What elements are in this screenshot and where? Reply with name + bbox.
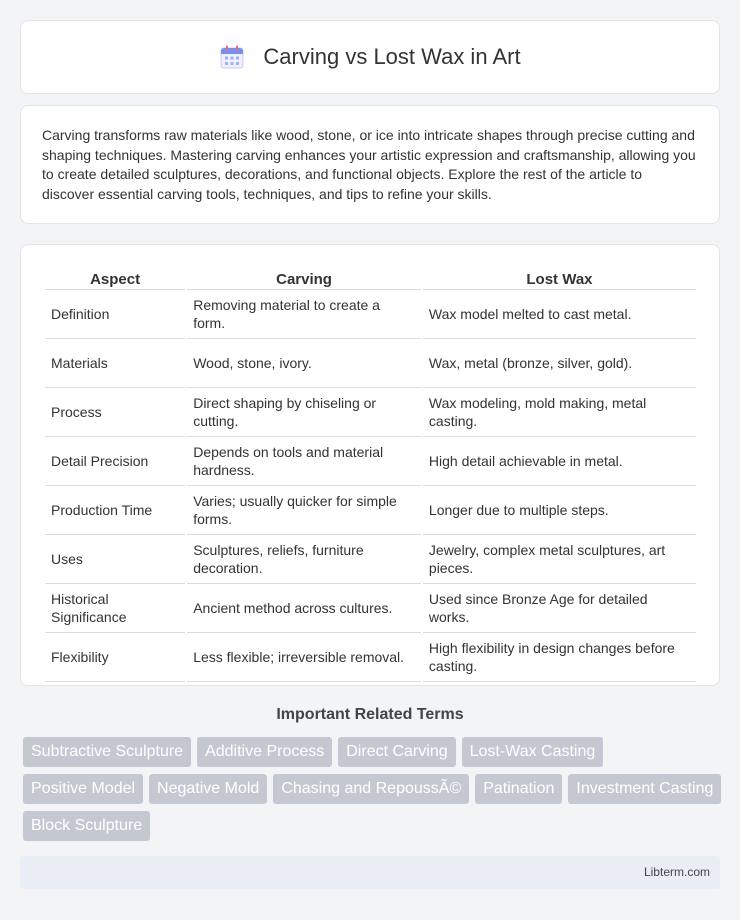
term-tag[interactable]: Investment Casting (568, 774, 721, 804)
row-lost-wax: High detail achievable in metal. (423, 437, 696, 486)
table-header-row (45, 263, 696, 290)
calendar-icon (219, 44, 245, 70)
row-carving: Wood, stone, ivory. (187, 339, 421, 388)
title-wrap (219, 44, 520, 70)
row-aspect: Definition (45, 290, 185, 339)
row-aspect: Materials (45, 339, 185, 388)
term-tag[interactable]: Lost-Wax Casting (462, 737, 604, 767)
row-carving: Depends on tools and material hardness. (187, 437, 421, 486)
row-lost-wax: Longer due to multiple steps. (423, 486, 696, 535)
row-lost-wax: Used since Bronze Age for detailed works. (423, 584, 696, 633)
comparison-table-card (20, 244, 720, 686)
column-header-carving: Carving (187, 263, 421, 290)
related-terms-list (23, 737, 723, 841)
table-row (45, 535, 696, 584)
row-aspect: Historical Significance (45, 584, 185, 633)
row-aspect: Detail Precision (45, 437, 185, 486)
row-lost-wax: Wax model melted to cast metal. (423, 290, 696, 339)
row-carving: Removing material to create a form. (187, 290, 421, 339)
row-lost-wax: Wax modeling, mold making, metal casting. (423, 388, 696, 437)
table-row (45, 437, 696, 486)
term-tag[interactable]: Block Sculpture (23, 811, 150, 841)
header-card (20, 20, 720, 94)
term-tag[interactable]: Subtractive Sculpture (23, 737, 191, 767)
column-header-lost-wax: Lost Wax (423, 263, 696, 290)
row-aspect: Uses (45, 535, 185, 584)
row-aspect: Production Time (45, 486, 185, 535)
table-row (45, 339, 696, 388)
table-row (45, 633, 696, 682)
row-lost-wax: Jewelry, complex metal sculptures, art pieces. (423, 535, 696, 584)
term-tag[interactable]: Patination (475, 774, 562, 804)
row-carving: Sculptures, reliefs, furniture decoration. (187, 535, 421, 584)
term-tag[interactable]: Additive Process (197, 737, 332, 767)
comparison-table (43, 263, 698, 682)
table-row (45, 584, 696, 633)
table-row (45, 486, 696, 535)
term-tag[interactable]: Chasing and RepoussÃ© (273, 774, 469, 804)
row-lost-wax: Wax, metal (bronze, silver, gold). (423, 339, 696, 388)
term-tag[interactable]: Direct Carving (338, 737, 455, 767)
row-aspect: Process (45, 388, 185, 437)
intro-card (20, 105, 720, 224)
footer-site-link[interactable]: Libterm.com (643, 865, 710, 879)
row-aspect: Flexibility (45, 633, 185, 682)
term-tag[interactable]: Negative Mold (149, 774, 267, 804)
row-carving: Varies; usually quicker for simple forms. (187, 486, 421, 535)
row-carving: Less flexible; irreversible removal. (187, 633, 421, 682)
footer (20, 856, 720, 889)
row-carving: Ancient method across cultures. (187, 584, 421, 633)
row-lost-wax: High flexibility in design changes before casting. (423, 633, 696, 682)
page-title: Carving vs Lost Wax in Art (263, 44, 521, 69)
column-header-aspect: Aspect (45, 263, 185, 290)
related-terms-heading: Important Related Terms (276, 706, 464, 723)
intro-paragraph: Carving transforms raw materials like wood, stone, or ice into intricate shapes through precise cutting and shaping techniques. Mastering carving enhances your artistic expression and craftsmanship, allowing you to create detailed sculptures, decorations, and functional objects. Explore the rest of the article to discover essential carving tools, techniques, and tips to refine your skills. (42, 127, 696, 202)
term-tag[interactable]: Positive Model (23, 774, 143, 804)
table-row (45, 290, 696, 339)
table-row (45, 388, 696, 437)
row-carving: Direct shaping by chiseling or cutting. (187, 388, 421, 437)
